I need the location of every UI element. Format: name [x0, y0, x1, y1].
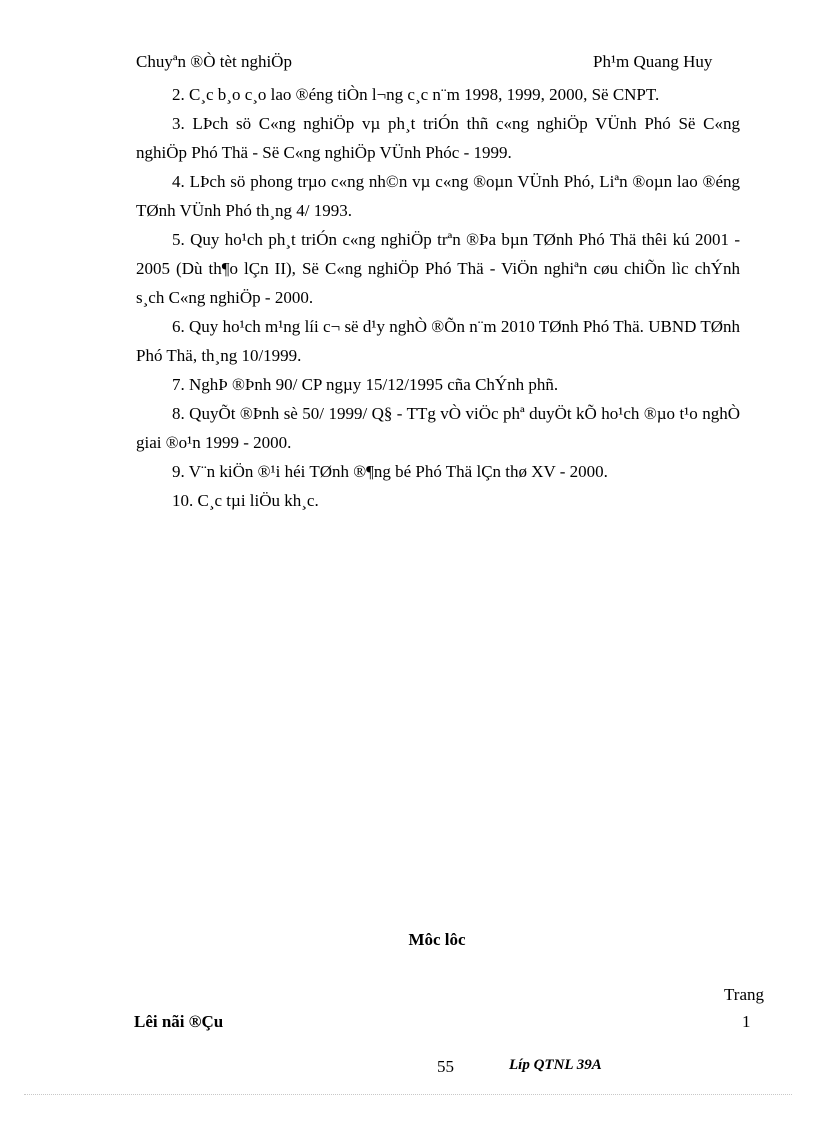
reference-item: 9. V¨n kiÖn ®¹i héi TØnh ®¶ng bé Phó Thä lÇn thø XV - 2000. [172, 462, 608, 481]
reference-item: 6. Quy ho¹ch m¹ng líi c¬ së d¹y nghÒ ®Õn n¨m 2010 TØnh Phó Thä. UBND TØnh Phó Thä, th¸ng 10/1999. [136, 317, 740, 365]
reference-item: 4. LÞch sö phong trµo c«ng nh©n vµ c«ng ®oµn VÜnh Phó, Liªn ®oµn lao ®éng TØnh VÜnh Phó th¸ng 4/ 1993. [136, 172, 740, 220]
footer-page-number: 55 [437, 1057, 454, 1076]
reference-list [136, 80, 740, 515]
reference-item: 10. C¸c tµi liÖu kh¸c. [172, 491, 319, 510]
header-author-name: Ph¹m Quang Huy [593, 52, 713, 71]
reference-item: 5. Quy ho¹ch ph¸t triÓn c«ng nghiÖp trªn ®Þa bµn TØnh Phó Thä thêi kú 2001 - 2005 (Dù th¶o lÇn II), Së C«ng nghiÖp Phó Thä - ViÖn nghiªn cøu chiÕn lìc chÝnh s¸ch C«ng nghiÖp - 2000. [136, 230, 740, 307]
footer-class-name: Líp QTNL 39A [509, 1057, 602, 1073]
toc-title: Môc lôc [408, 930, 466, 949]
reference-item: 3. LÞch sö C«ng nghiÖp vµ ph¸t triÓn thñ c«ng nghiÖp VÜnh Phó Së C«ng nghiÖp Phó Thä - Së C«ng nghiÖp VÜnh Phóc - 1999. [136, 114, 740, 162]
reference-item: 2. C¸c b¸o c¸o lao ®éng tiÒn l¬ng c¸c n¨m 1998, 1999, 2000, Së CNPT. [172, 85, 660, 104]
page-bottom-edge [24, 1094, 792, 1095]
reference-item: 8. QuyÕt ®Þnh sè 50/ 1999/ Q§ - TTg vÒ viÖc phª duyÖt kÕ ho¹ch ®µo t¹o nghÒ giai ®o¹n 1999 - 2000. [136, 404, 740, 452]
toc-page-column-header: Trang [724, 985, 764, 1004]
toc-entry-label: Lêi nãi ®Çu [134, 1012, 224, 1031]
header-thesis-title: Chuyªn ®Ò tèt nghiÖp [136, 52, 292, 71]
reference-item: 7. NghÞ ®Þnh 90/ CP ngµy 15/12/1995 cña ChÝnh phñ. [172, 375, 559, 394]
toc-entry-page: 1 [742, 1012, 751, 1031]
